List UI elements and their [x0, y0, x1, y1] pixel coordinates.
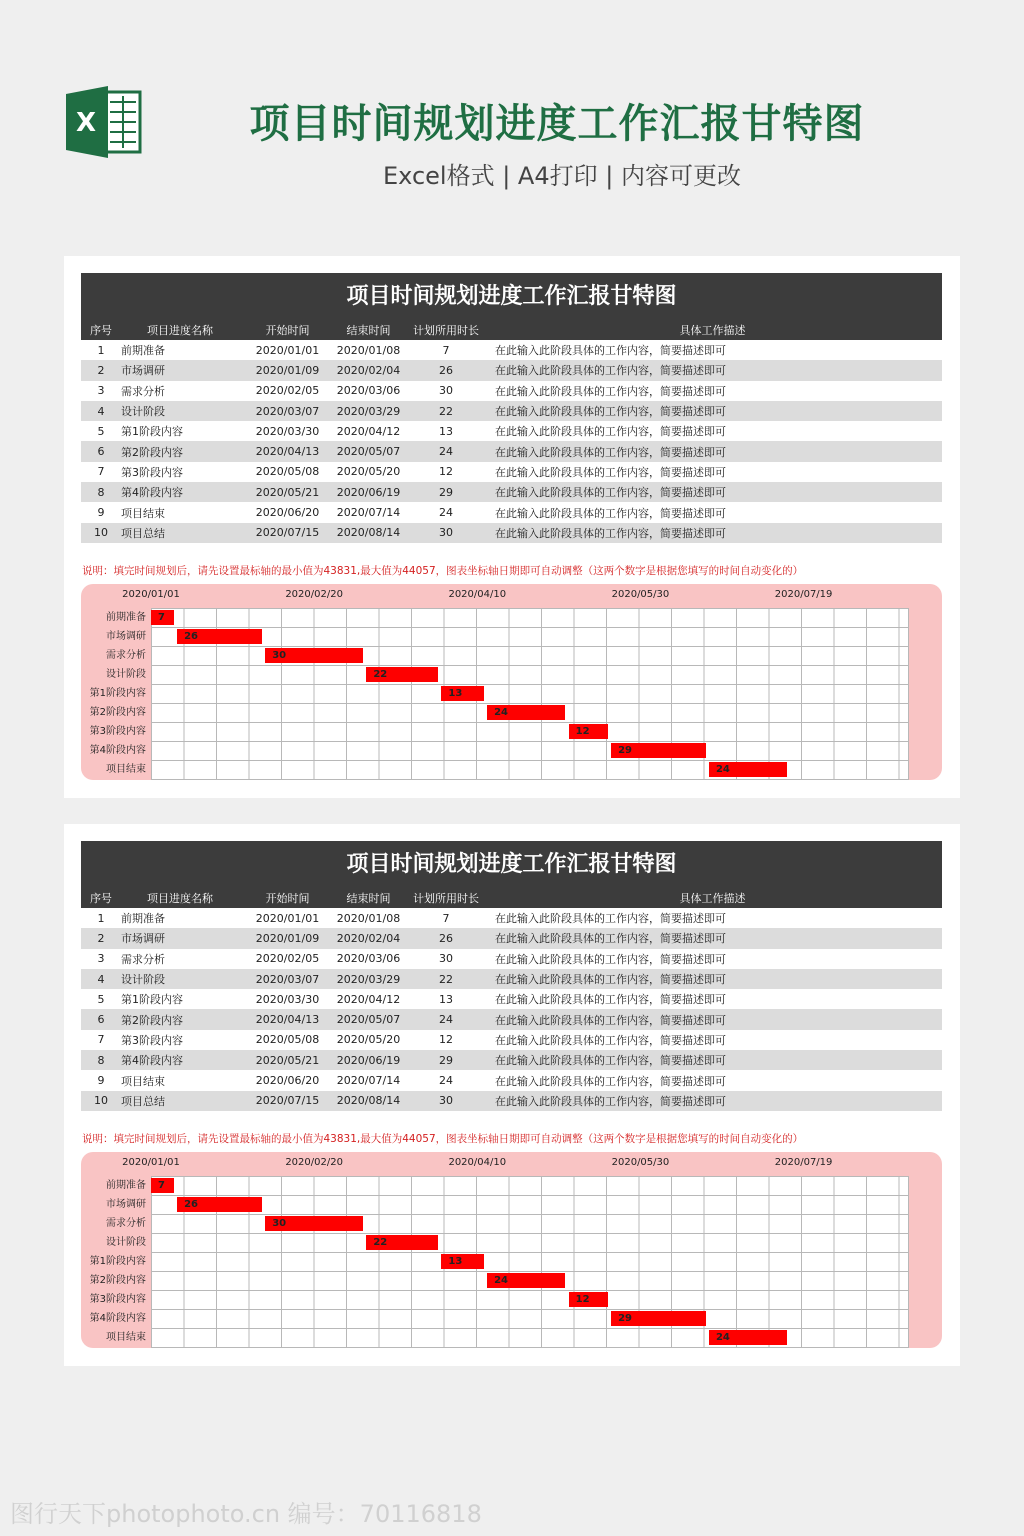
column-header: 计划所用时长 — [409, 319, 483, 340]
row-description: 在此输入此阶段具体的工作内容，简要描述即可 — [483, 1009, 942, 1029]
gantt-bar: 24 — [709, 1330, 787, 1345]
row-start-date: 2020/01/01 — [255, 911, 320, 925]
column-header: 结束时间 — [328, 887, 409, 908]
y-axis-category-label: 第3阶段内容 — [89, 1294, 146, 1305]
row-number: 2 — [81, 928, 121, 948]
row-description: 在此输入此阶段具体的工作内容，简要描述即可 — [495, 384, 726, 398]
x-axis-tick-label: 2020/01/01 — [122, 589, 180, 600]
row-start-date: 2020/03/30 — [255, 992, 320, 1006]
column-header: 开始时间 — [247, 319, 328, 340]
row-description: 在此输入此阶段具体的工作内容，简要描述即可 — [495, 465, 726, 479]
row-end-date: 2020/06/19 — [328, 1050, 409, 1070]
row-name: 需求分析 — [121, 384, 165, 398]
table-row — [81, 928, 942, 948]
row-start-date: 2020/03/07 — [247, 401, 328, 421]
row-number: 5 — [97, 992, 105, 1006]
column-header — [121, 319, 247, 340]
gantt-bar: 22 — [366, 1235, 438, 1250]
row-duration: 30 — [409, 1091, 483, 1111]
excel-icon-letter: X — [75, 108, 97, 138]
row-description: 在此输入此阶段具体的工作内容，简要描述即可 — [495, 506, 726, 520]
row-name: 第3阶段内容 — [121, 465, 183, 479]
row-duration: 29 — [409, 482, 483, 502]
y-axis-category-label: 市场调研 — [106, 1199, 146, 1210]
row-duration: 24 — [439, 1074, 453, 1088]
table-row — [81, 969, 942, 989]
y-axis-category-label: 第2阶段内容 — [89, 1275, 146, 1286]
row-number: 6 — [81, 441, 121, 461]
instruction-note: 说明：填完时间规划后，请先设置最标轴的最小值为43831,最大值为44057，图表坐标轴日期即可自动调整（这两个数字是根据您填写的时间自动变化的） — [82, 1133, 804, 1145]
row-name: 项目总结 — [121, 523, 247, 543]
table-row — [81, 523, 942, 543]
row-description: 在此输入此阶段具体的工作内容，简要描述即可 — [483, 482, 942, 502]
gantt-bar: 24 — [709, 762, 787, 777]
x-axis-tick-label: 2020/02/20 — [285, 1157, 343, 1168]
table-row — [81, 381, 942, 401]
watermark: 图行天下photophoto.cn 编号：70116818 — [10, 1500, 482, 1528]
row-end-date: 2020/06/19 — [328, 482, 409, 502]
row-start-date: 2020/03/07 — [247, 969, 328, 989]
row-description: 在此输入此阶段具体的工作内容，简要描述即可 — [495, 993, 726, 1007]
row-name: 前期准备 — [121, 344, 165, 358]
y-axis-category-label: 第1阶段内容 — [89, 688, 146, 699]
row-duration: 22 — [409, 969, 483, 989]
column-header: 具体工作描述 — [483, 319, 942, 340]
sheet-preview-2 — [64, 824, 960, 1366]
column-header-label: 项目进度名称 — [147, 323, 213, 337]
row-number: 1 — [97, 911, 105, 925]
row-description: 在此输入此阶段具体的工作内容，简要描述即可 — [495, 1074, 726, 1088]
row-start-date: 2020/05/21 — [247, 1050, 328, 1070]
row-end-date: 2020/01/08 — [336, 343, 401, 357]
row-description: 在此输入此阶段具体的工作内容，简要描述即可 — [483, 1050, 942, 1070]
row-number: 5 — [97, 424, 105, 438]
row-end-date: 2020/03/29 — [328, 969, 409, 989]
row-name: 第1阶段内容 — [121, 993, 183, 1007]
gantt-grid — [151, 608, 909, 780]
row-name: 项目总结 — [121, 1091, 247, 1111]
row-number: 9 — [97, 506, 105, 520]
table-row — [81, 1050, 942, 1070]
row-start-date: 2020/01/09 — [247, 360, 328, 380]
gantt-chart — [81, 584, 942, 780]
column-header — [121, 887, 247, 908]
x-axis-tick-label: 2020/07/19 — [774, 1157, 833, 1168]
row-name: 设计阶段 — [121, 401, 247, 421]
row-start-date: 2020/05/21 — [247, 482, 328, 502]
table-header-row — [81, 887, 942, 908]
row-name: 第3阶段内容 — [121, 1033, 183, 1047]
x-axis-tick-label: 2020/04/10 — [448, 589, 507, 600]
row-number: 4 — [81, 401, 121, 421]
row-end-date: 2020/05/20 — [336, 465, 401, 479]
table-row — [81, 502, 942, 522]
row-start-date: 2020/01/09 — [247, 928, 328, 948]
row-name: 设计阶段 — [121, 969, 247, 989]
row-description: 在此输入此阶段具体的工作内容，简要描述即可 — [495, 912, 726, 926]
row-number: 3 — [97, 952, 105, 966]
row-start-date: 2020/04/13 — [247, 441, 328, 461]
table-row — [81, 989, 942, 1009]
row-name: 需求分析 — [121, 952, 165, 966]
row-start-date: 2020/02/05 — [255, 952, 320, 966]
row-description: 在此输入此阶段具体的工作内容，简要描述即可 — [483, 441, 942, 461]
page-subtitle: Excel格式 | A4打印 | 内容可更改 — [383, 162, 741, 190]
gantt-chart — [81, 1152, 942, 1348]
row-start-date: 2020/05/08 — [255, 1033, 320, 1047]
x-axis-tick-label: 2020/01/01 — [122, 1157, 180, 1168]
gantt-bar: 7 — [151, 1178, 174, 1193]
row-end-date: 2020/05/20 — [336, 1033, 401, 1047]
row-description: 在此输入此阶段具体的工作内容，简要描述即可 — [483, 401, 942, 421]
table-row — [81, 1030, 942, 1050]
row-end-date: 2020/08/14 — [328, 1091, 409, 1111]
row-end-date: 2020/05/07 — [328, 441, 409, 461]
table-header-row — [81, 319, 942, 340]
y-axis-category-label: 第1阶段内容 — [89, 1256, 146, 1267]
sheet-title: 项目时间规划进度工作汇报甘特图 — [81, 273, 942, 319]
row-duration: 30 — [409, 523, 483, 543]
y-axis-category-label: 设计阶段 — [106, 669, 146, 680]
sheet-preview-1 — [64, 256, 960, 798]
row-duration: 24 — [409, 1009, 483, 1029]
row-description: 在此输入此阶段具体的工作内容，简要描述即可 — [483, 360, 942, 380]
row-start-date: 2020/05/08 — [255, 465, 320, 479]
gantt-bar: 29 — [611, 743, 706, 758]
table-row — [81, 401, 942, 421]
x-axis-tick-label: 2020/02/20 — [285, 589, 343, 600]
row-number: 4 — [81, 969, 121, 989]
row-number: 1 — [97, 343, 105, 357]
row-end-date: 2020/03/29 — [328, 401, 409, 421]
row-start-date: 2020/03/30 — [255, 424, 320, 438]
row-name: 前期准备 — [121, 912, 165, 926]
row-name: 项目结束 — [121, 506, 165, 520]
row-name: 第4阶段内容 — [121, 482, 247, 502]
row-start-date: 2020/07/15 — [247, 523, 328, 543]
x-axis-tick-label: 2020/07/19 — [774, 589, 833, 600]
gantt-bar: 24 — [487, 705, 565, 720]
row-start-date: 2020/06/20 — [255, 1074, 320, 1088]
row-name: 市场调研 — [121, 928, 247, 948]
row-description: 在此输入此阶段具体的工作内容，简要描述即可 — [495, 344, 726, 358]
column-header: 开始时间 — [247, 887, 328, 908]
table-row — [81, 340, 942, 360]
instruction-note: 说明：填完时间规划后，请先设置最标轴的最小值为43831,最大值为44057，图表坐标轴日期即可自动调整（这两个数字是根据您填写的时间自动变化的） — [82, 565, 804, 577]
row-number: 8 — [81, 482, 121, 502]
column-header: 结束时间 — [328, 319, 409, 340]
table-row — [81, 482, 942, 502]
row-number: 10 — [81, 523, 121, 543]
row-description: 在此输入此阶段具体的工作内容，简要描述即可 — [483, 1091, 942, 1111]
gantt-bar: 29 — [611, 1311, 706, 1326]
row-start-date: 2020/06/20 — [255, 506, 320, 520]
gantt-bar: 24 — [487, 1273, 565, 1288]
row-start-date: 2020/04/13 — [247, 1009, 328, 1029]
row-number: 3 — [97, 384, 105, 398]
row-duration: 30 — [439, 384, 453, 398]
table-row — [81, 908, 942, 928]
row-description: 在此输入此阶段具体的工作内容，简要描述即可 — [495, 425, 726, 439]
row-name: 第2阶段内容 — [121, 441, 247, 461]
column-header: 计划所用时长 — [409, 887, 483, 908]
gantt-bar: 30 — [265, 648, 363, 663]
row-number: 7 — [97, 465, 105, 479]
column-header-label: 项目进度名称 — [147, 891, 213, 905]
row-end-date: 2020/05/07 — [328, 1009, 409, 1029]
gantt-bar: 7 — [151, 610, 174, 625]
row-start-date: 2020/01/01 — [255, 343, 320, 357]
gantt-bar: 12 — [569, 1292, 608, 1307]
row-number: 7 — [97, 1033, 105, 1047]
schedule-table — [81, 887, 942, 1111]
row-number: 8 — [81, 1050, 121, 1070]
row-end-date: 2020/08/14 — [328, 523, 409, 543]
sheet-title: 项目时间规划进度工作汇报甘特图 — [81, 841, 942, 887]
row-name: 项目结束 — [121, 1074, 165, 1088]
x-axis-tick-label: 2020/04/10 — [448, 1157, 507, 1168]
row-duration: 30 — [439, 952, 453, 966]
row-number: 9 — [97, 1074, 105, 1088]
row-duration: 29 — [409, 1050, 483, 1070]
y-axis-category-label: 市场调研 — [106, 631, 146, 642]
schedule-table — [81, 319, 942, 543]
row-description: 在此输入此阶段具体的工作内容，简要描述即可 — [483, 969, 942, 989]
row-end-date: 2020/04/12 — [336, 992, 401, 1006]
row-duration: 12 — [439, 1033, 453, 1047]
table-row — [81, 421, 942, 441]
y-axis-category-label: 设计阶段 — [106, 1237, 146, 1248]
table-row — [81, 1070, 942, 1090]
x-axis-tick-label: 2020/05/30 — [611, 1157, 670, 1168]
x-axis-tick-label: 2020/05/30 — [611, 589, 670, 600]
row-duration: 26 — [409, 928, 483, 948]
y-axis-category-label: 需求分析 — [106, 650, 146, 661]
row-end-date: 2020/03/06 — [336, 952, 401, 966]
y-axis-category-label: 前期准备 — [106, 1180, 146, 1191]
row-description: 在此输入此阶段具体的工作内容，简要描述即可 — [483, 928, 942, 948]
row-end-date: 2020/07/14 — [336, 506, 401, 520]
row-duration: 7 — [442, 911, 450, 925]
row-duration: 24 — [409, 441, 483, 461]
y-axis-category-label: 项目结束 — [106, 1332, 146, 1343]
row-name: 第4阶段内容 — [121, 1050, 247, 1070]
row-description: 在此输入此阶段具体的工作内容，简要描述即可 — [483, 523, 942, 543]
row-description: 在此输入此阶段具体的工作内容，简要描述即可 — [495, 952, 726, 966]
y-axis-category-label: 前期准备 — [106, 612, 146, 623]
y-axis-category-label: 项目结束 — [106, 764, 146, 775]
row-number: 10 — [81, 1091, 121, 1111]
column-header: 具体工作描述 — [483, 887, 942, 908]
column-header: 序号 — [81, 887, 121, 908]
table-row — [81, 1091, 942, 1111]
row-name: 第1阶段内容 — [121, 425, 183, 439]
row-duration: 24 — [439, 506, 453, 520]
gantt-bar: 22 — [366, 667, 438, 682]
y-axis-category-label: 第2阶段内容 — [89, 707, 146, 718]
row-name: 市场调研 — [121, 360, 247, 380]
row-end-date: 2020/04/12 — [336, 424, 401, 438]
row-description: 在此输入此阶段具体的工作内容，简要描述即可 — [495, 1033, 726, 1047]
table-row — [81, 360, 942, 380]
row-duration: 13 — [439, 424, 453, 438]
table-row — [81, 462, 942, 482]
row-end-date: 2020/07/14 — [336, 1074, 401, 1088]
y-axis-category-label: 需求分析 — [106, 1218, 146, 1229]
row-name: 第2阶段内容 — [121, 1009, 247, 1029]
table-row — [81, 441, 942, 461]
gantt-bar: 12 — [569, 724, 608, 739]
table-row — [81, 1009, 942, 1029]
row-start-date: 2020/02/05 — [255, 384, 320, 398]
table-row — [81, 949, 942, 969]
row-end-date: 2020/02/04 — [328, 928, 409, 948]
page-header — [0, 0, 1024, 230]
row-end-date: 2020/01/08 — [336, 911, 401, 925]
gantt-grid — [151, 1176, 909, 1348]
row-end-date: 2020/02/04 — [328, 360, 409, 380]
gantt-bar: 13 — [441, 686, 483, 701]
row-start-date: 2020/07/15 — [247, 1091, 328, 1111]
gantt-bar: 26 — [177, 1197, 262, 1212]
gantt-bar: 13 — [441, 1254, 483, 1269]
gantt-bar: 26 — [177, 629, 262, 644]
y-axis-category-label: 第4阶段内容 — [89, 1313, 146, 1324]
row-duration: 26 — [409, 360, 483, 380]
column-header: 序号 — [81, 319, 121, 340]
row-number: 2 — [81, 360, 121, 380]
page-title: 项目时间规划进度工作汇报甘特图 — [249, 101, 865, 147]
row-duration: 12 — [439, 465, 453, 479]
y-axis-category-label: 第3阶段内容 — [89, 726, 146, 737]
row-duration: 13 — [439, 992, 453, 1006]
row-number: 6 — [81, 1009, 121, 1029]
y-axis-category-label: 第4阶段内容 — [89, 745, 146, 756]
row-end-date: 2020/03/06 — [336, 384, 401, 398]
gantt-bar: 30 — [265, 1216, 363, 1231]
row-duration: 22 — [409, 401, 483, 421]
row-duration: 7 — [442, 343, 450, 357]
